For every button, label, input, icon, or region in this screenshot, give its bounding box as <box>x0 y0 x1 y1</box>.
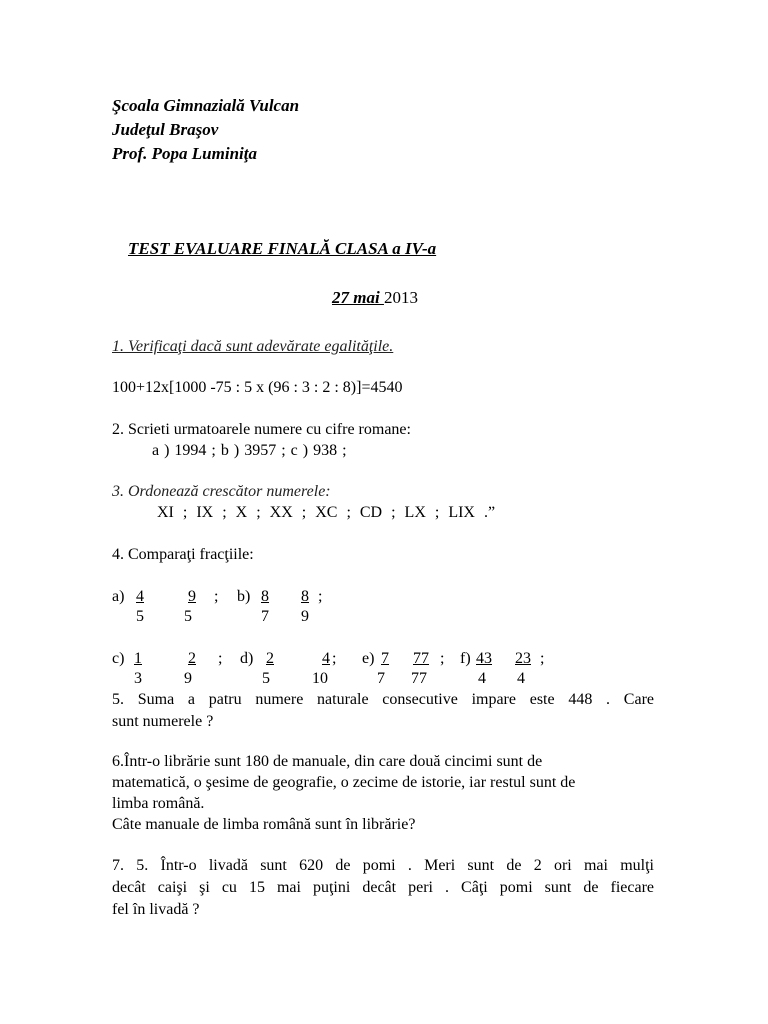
frac-a2-num: 9 <box>188 588 196 605</box>
frac-f2-den: 4 <box>517 670 525 687</box>
frac-d1-den: 5 <box>262 670 270 687</box>
frac-d2-num: 4 <box>322 650 330 667</box>
q2-prompt: 2. Scrieti urmatoarele numere cu cifre romane: <box>112 421 411 438</box>
frac-label-b: b) <box>237 588 251 605</box>
frac-e2-num: 77 <box>413 650 429 667</box>
frac-a1-den: 5 <box>136 608 144 625</box>
frac-d1-num: 2 <box>266 650 274 667</box>
frac-f1-num: 43 <box>476 650 492 667</box>
q1-prompt: 1. Verificaţi dacă sunt adevărate egalităţile. <box>112 338 394 355</box>
frac-d2-den: 10 <box>312 670 328 687</box>
frac-sep: ; <box>540 650 545 667</box>
frac-c1-den: 3 <box>134 670 142 687</box>
frac-label-a: a) <box>112 588 125 605</box>
teacher-name: Prof. Popa Luminiţa <box>112 144 257 163</box>
q5-line: 5. Suma a patru numere naturale consecutive impare este 448 . Care <box>112 691 654 708</box>
frac-e1-den: 7 <box>377 670 385 687</box>
q3-items: XI ; IX ; X ; XX ; XC ; CD ; LX ; LIX .” <box>157 504 496 521</box>
frac-b1-den: 7 <box>261 608 269 625</box>
frac-f2-num: 23 <box>515 650 531 667</box>
q3-prompt: 3. Ordonează crescător numerele: <box>112 483 331 500</box>
frac-label-c: c) <box>112 650 125 667</box>
frac-sep: ; <box>440 650 445 667</box>
q7-line: 7. 5. Într-o livadă sunt 620 de pomi . Meri sunt de 2 ori mai mulţi <box>112 857 654 874</box>
frac-a2-den: 5 <box>184 608 192 625</box>
frac-b2-den: 9 <box>301 608 309 625</box>
q5-line: sunt numerele ? <box>112 713 214 730</box>
school-name: Şcoala Gimnazială Vulcan <box>112 96 300 115</box>
q6-question: Câte manuale de limba română sunt în librărie? <box>112 816 416 833</box>
frac-label-d: d) <box>240 650 254 667</box>
frac-sep: ; <box>332 650 337 667</box>
date-year: 2013 <box>383 288 418 307</box>
frac-e1-num: 7 <box>381 650 389 667</box>
frac-b2-num: 8 <box>301 588 309 605</box>
frac-f1-den: 4 <box>478 670 486 687</box>
q6-line: limba română. <box>112 795 205 812</box>
q1-expression: 100+12x[1000 -75 : 5 x (96 : 3 : 2 : 8)]=4540 <box>112 379 403 396</box>
frac-sep: ; <box>214 588 219 605</box>
q6-line: matematică, o şesime de geografie, o zecime de istorie, iar restul sunt de <box>112 774 576 791</box>
q6-line: 6.Într-o librărie sunt 180 de manuale, din care două cincimi sunt de <box>112 753 543 770</box>
q4-prompt: 4. Comparaţi fracţiile: <box>112 546 254 563</box>
q7-line: fel în livadă ? <box>112 901 200 918</box>
date-day-month: 27 mai <box>332 288 384 307</box>
frac-c1-num: 1 <box>134 650 142 667</box>
county-name: Judeţul Braşov <box>112 120 219 139</box>
frac-b1-num: 8 <box>261 588 269 605</box>
frac-label-f: f) <box>460 650 471 667</box>
frac-a1-num: 4 <box>136 588 144 605</box>
q7-line: decât caişi şi cu 15 mai puţini decât peri . Câţi pomi sunt de fiecare <box>112 879 654 896</box>
frac-e2-den: 77 <box>411 670 427 687</box>
frac-label-e: e) <box>362 650 375 667</box>
q2-items: a ) 1994 ; b ) 3957 ; c ) 938 ; <box>152 442 347 459</box>
frac-c2-den: 9 <box>184 670 192 687</box>
test-title: TEST EVALUARE FINALĂ CLASA a IV-a <box>128 239 437 258</box>
frac-sep: ; <box>218 650 223 667</box>
test-date <box>332 288 418 308</box>
frac-c2-num: 2 <box>188 650 196 667</box>
frac-sep: ; <box>318 588 323 605</box>
